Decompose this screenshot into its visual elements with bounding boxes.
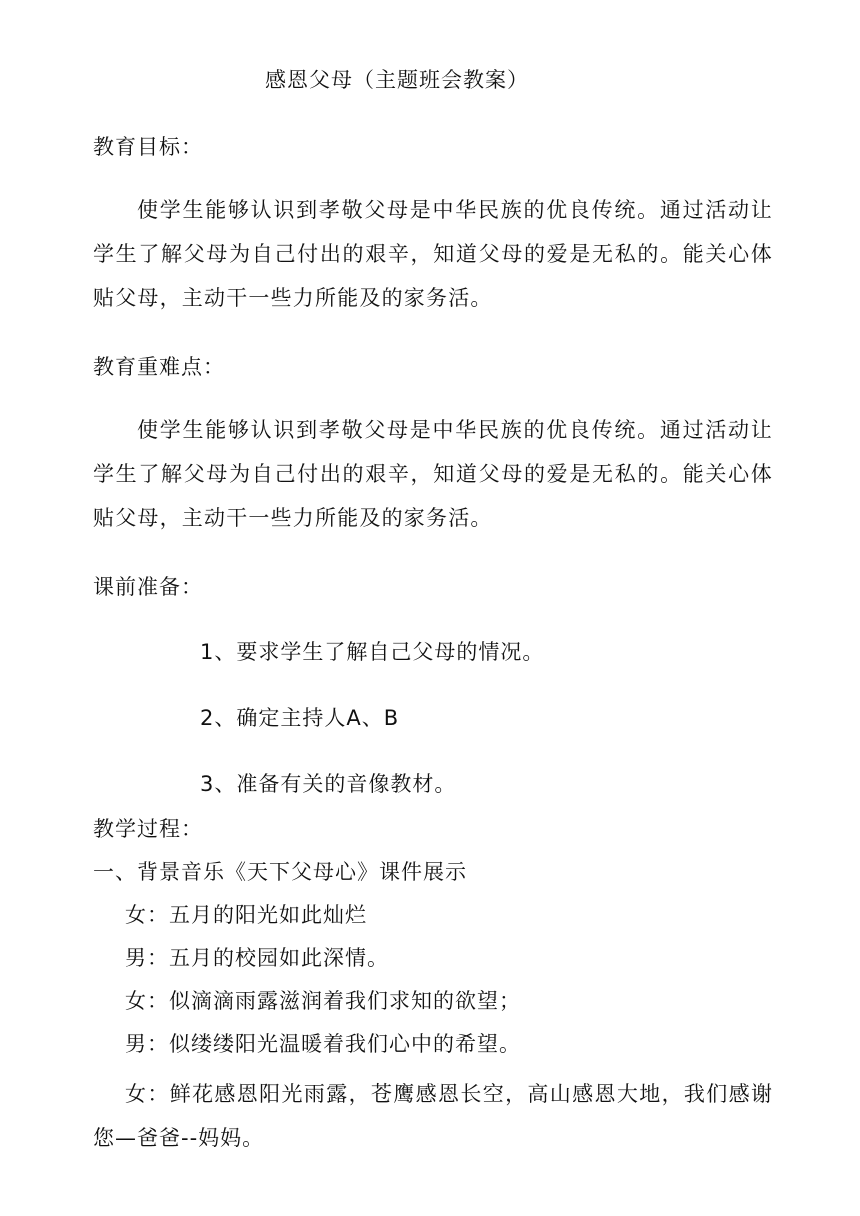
step-one-heading: 一、背景音乐《天下父母心》课件展示	[93, 860, 467, 884]
dialog-line: 男：似缕缕阳光温暖着我们心中的希望。	[125, 1032, 521, 1056]
preparation-heading: 课前准备：	[93, 575, 203, 599]
key-points-paragraph: 使学生能够认识到孝敬父母是中华民族的优良传统。通过活动让学生了解父母为自己付出的艰辛，知道父母的爱是无私的。能关心体贴父母，主动干一些力所能及的家务活。	[93, 418, 773, 530]
key-points-heading: 教育重难点：	[93, 355, 225, 379]
dialog-line: 女：五月的阳光如此灿烂	[125, 903, 367, 927]
preparation-item: 3、准备有关的音像教材。	[200, 772, 457, 796]
dialog-line: 女：鲜花感恩阳光雨露，苍鹰感恩长空，高山感恩大地，我们感谢您—爸爸--妈妈。	[93, 1082, 773, 1150]
goal-paragraph: 使学生能够认识到孝敬父母是中华民族的优良传统。通过活动让学生了解父母为自己付出的艰辛，知道父母的爱是无私的。能关心体贴父母，主动干一些力所能及的家务活。	[93, 198, 773, 310]
dialog-line: 男：五月的校园如此深情。	[125, 946, 389, 970]
goal-heading: 教育目标：	[93, 135, 203, 159]
process-heading: 教学过程：	[93, 817, 203, 841]
preparation-item: 1、要求学生了解自己父母的情况。	[200, 640, 545, 664]
dialog-line: 女：似滴滴雨露滋润着我们求知的欲望；	[125, 989, 521, 1013]
preparation-item: 2、确定主持人A、B	[200, 706, 400, 730]
document-title: 感恩父母（主题班会教案）	[265, 68, 529, 92]
